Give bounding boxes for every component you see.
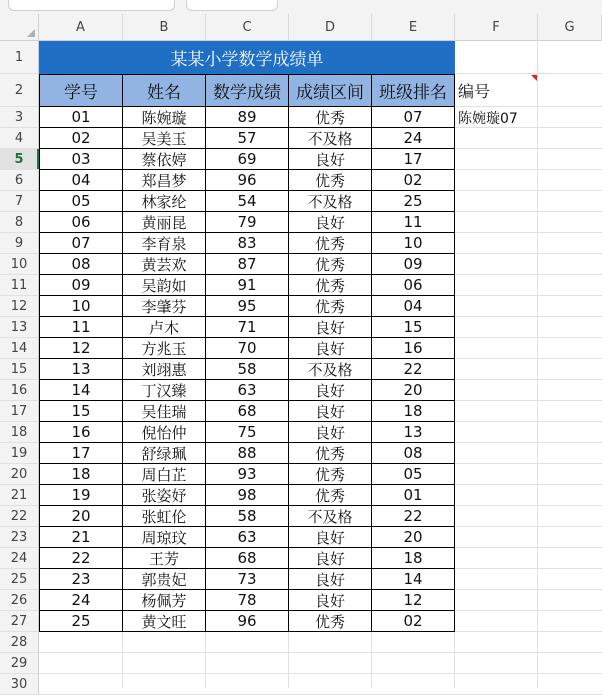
table-cell[interactable]: 优秀 [289,485,372,506]
table-cell[interactable]: 周琼玟 [123,527,206,548]
table-cell[interactable]: 54 [206,191,289,212]
table-cell[interactable]: 96 [206,611,289,632]
table-cell[interactable]: 83 [206,233,289,254]
table-cell[interactable]: 11 [39,317,123,338]
table-cell[interactable]: 01 [372,485,455,506]
gridline-vertical [537,41,538,688]
row-header-28[interactable]: 28 [0,632,39,653]
table-cell[interactable]: 丁汉臻 [123,380,206,401]
column-header-e[interactable]: E [372,14,455,41]
table-cell[interactable]: 05 [372,464,455,485]
table-cell[interactable]: 吴韵如 [123,275,206,296]
table-cell[interactable]: 优秀 [289,296,372,317]
table-cell[interactable]: 18 [372,548,455,569]
table-cell[interactable]: 25 [39,611,123,632]
column-header-g[interactable]: G [538,14,602,41]
table-cell[interactable]: 张虹伦 [123,506,206,527]
table-cell[interactable]: 22 [39,548,123,569]
table-cell[interactable]: 87 [206,254,289,275]
lookup-label-cell[interactable]: 编号 [458,82,491,101]
table-cell[interactable]: 良好 [289,422,372,443]
table-cell[interactable]: 黄芸欢 [123,254,206,275]
table-cell[interactable]: 优秀 [289,107,372,128]
table-cell[interactable]: 02 [372,611,455,632]
column-header-f[interactable]: F [455,14,538,41]
table-cell[interactable]: 刘翊惠 [123,359,206,380]
column-header-cell[interactable]: 数学成绩 [206,74,289,107]
table-cell[interactable]: 良好 [289,590,372,611]
table-cell[interactable]: 郭贵妃 [123,569,206,590]
table-cell[interactable]: 70 [206,338,289,359]
table-cell[interactable]: 12 [372,590,455,611]
table-cell[interactable]: 16 [372,338,455,359]
table-cell[interactable]: 王芳 [123,548,206,569]
table-cell[interactable]: 08 [372,443,455,464]
table-cell[interactable]: 17 [39,443,123,464]
table-cell[interactable]: 良好 [289,401,372,422]
table-cell[interactable]: 13 [372,422,455,443]
table-cell[interactable]: 15 [372,317,455,338]
table-cell[interactable]: 06 [39,212,123,233]
row-header-23[interactable]: 23 [0,527,39,548]
table-cell[interactable]: 93 [206,464,289,485]
table-cell[interactable]: 不及格 [289,506,372,527]
row-header-8[interactable]: 8 [0,212,39,233]
table-cell[interactable]: 78 [206,590,289,611]
table-cell[interactable]: 24 [39,590,123,611]
table-cell[interactable]: 89 [206,107,289,128]
column-header-a[interactable]: A [39,14,123,41]
row-header-15[interactable]: 15 [0,359,39,380]
table-cell[interactable]: 68 [206,401,289,422]
row-header-14[interactable]: 14 [0,338,39,359]
table-cell[interactable]: 24 [372,128,455,149]
row-header-25[interactable]: 25 [0,569,39,590]
column-header-cell[interactable]: 成绩区间 [289,74,372,107]
table-cell[interactable]: 吴佳瑞 [123,401,206,422]
table-cell[interactable]: 李肇芬 [123,296,206,317]
table-cell[interactable]: 优秀 [289,464,372,485]
column-header-d[interactable]: D [289,14,372,41]
table-cell[interactable]: 陈婉璇 [123,107,206,128]
table-cell[interactable]: 05 [39,191,123,212]
row-header-29[interactable]: 29 [0,653,39,674]
row-header-27[interactable]: 27 [0,611,39,632]
table-cell[interactable]: 15 [39,401,123,422]
table-cell[interactable]: 黄丽昆 [123,212,206,233]
table-cell[interactable]: 10 [39,296,123,317]
table-cell[interactable]: 14 [372,569,455,590]
row-header-20[interactable]: 20 [0,464,39,485]
table-cell[interactable]: 22 [372,359,455,380]
table-cell[interactable]: 不及格 [289,128,372,149]
table-cell[interactable]: 周白芷 [123,464,206,485]
table-cell[interactable]: 林家纶 [123,191,206,212]
row-header-10[interactable]: 10 [0,254,39,275]
table-cell[interactable]: 01 [39,107,123,128]
table-cell[interactable]: 11 [372,212,455,233]
table-cell[interactable]: 04 [372,296,455,317]
table-cell[interactable]: 黄文旺 [123,611,206,632]
table-cell[interactable]: 张姿妤 [123,485,206,506]
table-cell[interactable]: 07 [372,107,455,128]
table-cell[interactable]: 良好 [289,149,372,170]
table-cell[interactable]: 杨佩芳 [123,590,206,611]
table-cell[interactable]: 不及格 [289,359,372,380]
table-cell[interactable]: 57 [206,128,289,149]
table-cell[interactable]: 13 [39,359,123,380]
table-cell[interactable]: 63 [206,527,289,548]
table-cell[interactable]: 良好 [289,317,372,338]
row-header-6[interactable]: 6 [0,170,39,191]
select-all-corner[interactable] [0,14,39,41]
row-header-18[interactable]: 18 [0,422,39,443]
table-cell[interactable]: 95 [206,296,289,317]
table-cell[interactable]: 58 [206,506,289,527]
column-header-c[interactable]: C [206,14,289,41]
table-cell[interactable]: 03 [39,149,123,170]
table-cell[interactable]: 良好 [289,527,372,548]
table-cell[interactable]: 58 [206,359,289,380]
table-cell[interactable]: 优秀 [289,170,372,191]
row-header-30[interactable]: 30 [0,674,39,695]
table-cell[interactable]: 23 [39,569,123,590]
table-cell[interactable]: 75 [206,422,289,443]
table-cell[interactable]: 蔡依婷 [123,149,206,170]
table-cell[interactable]: 优秀 [289,611,372,632]
comment-indicator-icon [531,75,537,81]
table-cell[interactable]: 25 [372,191,455,212]
table-cell[interactable]: 02 [39,128,123,149]
table-cell[interactable]: 22 [372,506,455,527]
table-cell[interactable]: 02 [372,170,455,191]
row-header-24[interactable]: 24 [0,548,39,569]
table-cell[interactable]: 20 [372,380,455,401]
table-cell[interactable]: 16 [39,422,123,443]
row-header-13[interactable]: 13 [0,317,39,338]
table-cell[interactable]: 不及格 [289,191,372,212]
table-cell[interactable]: 优秀 [289,275,372,296]
table-cell[interactable]: 方兆玉 [123,338,206,359]
table-cell[interactable]: 18 [372,401,455,422]
table-cell[interactable]: 卢木 [123,317,206,338]
row-header-7[interactable]: 7 [0,191,39,212]
row-header-3[interactable]: 3 [0,107,39,128]
column-header-cell[interactable]: 学号 [39,74,123,107]
row-header-4[interactable]: 4 [0,128,39,149]
row-header-11[interactable]: 11 [0,275,39,296]
table-cell[interactable]: 倪怡仲 [123,422,206,443]
toolbar-strip [0,0,602,14]
table-cell[interactable]: 良好 [289,338,372,359]
row-header-22[interactable]: 22 [0,506,39,527]
table-cell[interactable]: 良好 [289,548,372,569]
table-cell[interactable]: 88 [206,443,289,464]
table-cell[interactable]: 19 [39,485,123,506]
table-cell[interactable]: 20 [372,527,455,548]
column-header-cell[interactable]: 姓名 [123,74,206,107]
row-header-9[interactable]: 9 [0,233,39,254]
row-header-2[interactable]: 2 [0,74,39,107]
table-cell[interactable]: 91 [206,275,289,296]
sheet-tab-fragment[interactable] [8,0,175,11]
table-cell[interactable]: 12 [39,338,123,359]
column-header-cell[interactable]: 班级排名 [372,74,455,107]
table-cell[interactable]: 良好 [289,212,372,233]
table-cell[interactable]: 04 [39,170,123,191]
table-cell[interactable]: 良好 [289,380,372,401]
table-cell[interactable]: 优秀 [289,254,372,275]
table-cell[interactable]: 李育泉 [123,233,206,254]
sheet-title[interactable]: 某某小学数学成绩单 [39,41,455,74]
table-cell[interactable]: 吴美玉 [123,128,206,149]
table-cell[interactable]: 17 [372,149,455,170]
table-cell[interactable]: 98 [206,485,289,506]
table-cell[interactable]: 优秀 [289,233,372,254]
table-cell[interactable]: 71 [206,317,289,338]
table-cell[interactable]: 69 [206,149,289,170]
gridline-horizontal [39,673,602,674]
table-cell[interactable]: 优秀 [289,443,372,464]
row-header-17[interactable]: 17 [0,401,39,422]
select-all-triangle-icon [27,29,35,37]
row-header-1[interactable]: 1 [0,41,39,74]
table-cell[interactable]: 68 [206,548,289,569]
table-cell[interactable]: 63 [206,380,289,401]
column-header-b[interactable]: B [123,14,206,41]
table-cell[interactable]: 18 [39,464,123,485]
table-cell[interactable]: 09 [39,275,123,296]
row-header-12[interactable]: 12 [0,296,39,317]
table-cell[interactable]: 06 [372,275,455,296]
table-cell[interactable]: 21 [39,527,123,548]
gridline-horizontal [39,652,602,653]
row-header-16[interactable]: 16 [0,380,39,401]
table-cell[interactable]: 73 [206,569,289,590]
row-header-5[interactable]: 5 [0,149,39,170]
table-cell[interactable]: 良好 [289,569,372,590]
table-cell[interactable]: 20 [39,506,123,527]
table-cell[interactable]: 10 [372,233,455,254]
row-header-19[interactable]: 19 [0,443,39,464]
lookup-result-cell[interactable]: 陈婉璇07 [458,110,518,127]
table-cell[interactable]: 79 [206,212,289,233]
table-cell[interactable]: 96 [206,170,289,191]
table-cell[interactable]: 舒绿珮 [123,443,206,464]
table-cell[interactable]: 08 [39,254,123,275]
row-header-21[interactable]: 21 [0,485,39,506]
table-cell[interactable]: 09 [372,254,455,275]
table-cell[interactable]: 郑昌梦 [123,170,206,191]
row-header-26[interactable]: 26 [0,590,39,611]
table-cell[interactable]: 14 [39,380,123,401]
sheet-tab-fragment[interactable] [186,0,278,11]
table-cell[interactable]: 07 [39,233,123,254]
